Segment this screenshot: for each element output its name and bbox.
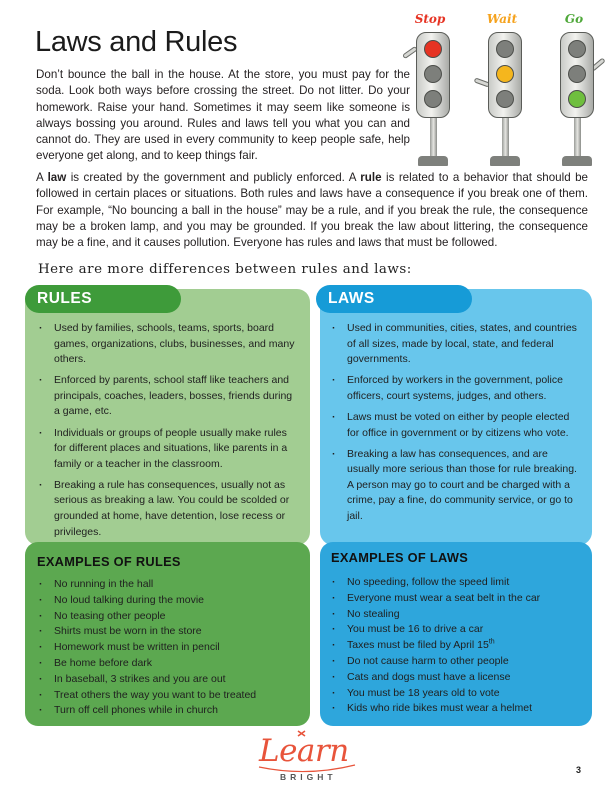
- stop-light-pole: [430, 118, 437, 158]
- go-light: [544, 10, 604, 170]
- green-lamp-icon: [496, 90, 514, 108]
- list-item-text: Taxes must be filed by April 15: [347, 639, 489, 652]
- examples-of-rules-heading: EXAMPLES OF RULES: [37, 554, 181, 569]
- stop-light-body: [416, 32, 450, 118]
- list-item: · Cats and dogs must have a license: [330, 670, 582, 686]
- examples-of-rules-list: [37, 577, 297, 719]
- list-item: · Used in communities, cities, states, and countries of all sizes, made by local, state, and federal governments.: [330, 321, 582, 368]
- red-lamp-icon: [496, 40, 514, 58]
- differences-heading: Here are more differences between rules and laws:: [38, 262, 412, 277]
- go-label: Go: [564, 12, 584, 26]
- yellow-lamp-icon: [496, 65, 514, 83]
- logo-wordmark: Learn: [259, 733, 349, 769]
- list-item: · Turn off cell phones while in church: [37, 703, 297, 719]
- list-item: · No running in the hall: [37, 577, 297, 593]
- list-item: · No teasing other people: [37, 609, 297, 625]
- list-item: · No stealing: [330, 607, 582, 623]
- green-lamp-icon: [424, 90, 442, 108]
- list-item: · No loud talking during the movie: [37, 593, 297, 609]
- traffic-lights-illustration: [400, 10, 605, 170]
- wait-light-base: [490, 156, 520, 166]
- list-item: · In baseball, 3 strikes and you are out: [37, 672, 297, 688]
- wait-light-pole: [502, 118, 509, 158]
- stop-light-base: [418, 156, 448, 166]
- list-item: [330, 638, 582, 654]
- list-item: · Breaking a rule has consequences, usually not as serious as breaking a law. You could be scolded or grounded at home, have detention, lose recess or privileges.: [37, 478, 297, 540]
- green-lamp-icon: [568, 90, 586, 108]
- page-number: 3: [576, 765, 582, 775]
- rules-list: [37, 321, 297, 546]
- text-span: is related to a behavior that should be followed in certain places or situations. Both rules and laws have a consequence if you break one of them. For example, “No bouncing a ball in the house” may be a rule, and if you break the rule, the consequence may be a broken lamp, and you may be grounded. If you break the law about littering, the consequence may be a fine, and it causes pollution. Everyone has rules and laws that must be followed.: [36, 171, 588, 250]
- law-definition-paragraph: [36, 170, 588, 251]
- list-item: · Homework must be written in pencil: [37, 640, 297, 656]
- list-item: · Used by families, schools, teams, sports, board games, organizations, clubs, businesses, and many others.: [37, 321, 297, 368]
- rules-tab: RULES: [25, 285, 181, 313]
- learn-bright-logo: [253, 729, 361, 785]
- text-span: A: [36, 171, 48, 184]
- list-item: · Enforced by parents, school staff like teachers and principals, coaches, leaders, bosses, friends during a game, etc.: [37, 373, 297, 420]
- ordinal-suffix: th: [488, 638, 495, 646]
- list-item: · No speeding, follow the speed limit: [330, 575, 582, 591]
- yellow-lamp-icon: [424, 65, 442, 83]
- intro-paragraph: Don’t bounce the ball in the house. At the store, you must pay for the soda. Look both ways before crossing the street. Do not litter. Do your homework. Raise your hand. Sometimes it may seem like someone is always bossing you around. Rules and laws tell you what you can and cannot do. They are used in every community to keep people safe, help everyone get along, and to keep things fair.: [36, 68, 410, 163]
- wait-light: [472, 10, 532, 170]
- stop-light: [400, 10, 460, 170]
- wait-label: Wait: [486, 12, 518, 26]
- red-lamp-icon: [568, 40, 586, 58]
- stop-label: Stop: [414, 12, 446, 26]
- list-item: · Enforced by workers in the government, police officers, court systems, judges, and others.: [330, 373, 582, 404]
- list-item: · Shirts must be worn in the store: [37, 624, 297, 640]
- examples-of-laws-heading: EXAMPLES OF LAWS: [331, 550, 469, 565]
- laws-tab: LAWS: [316, 285, 472, 313]
- list-item: · Kids who ride bikes must wear a helmet: [330, 701, 582, 717]
- list-item: · Laws must be voted on either by people elected for office in government or by citizens who vote.: [330, 410, 582, 441]
- red-lamp-icon: [424, 40, 442, 58]
- go-light-base: [562, 156, 592, 166]
- list-item: · Everyone must wear a seat belt in the car: [330, 591, 582, 607]
- examples-of-laws-list: [330, 575, 582, 717]
- text-span: is created by the government and publicly enforced. A: [66, 171, 361, 184]
- wait-light-body: [488, 32, 522, 118]
- list-item: · You must be 16 to drive a car: [330, 622, 582, 638]
- list-item: · You must be 18 years old to vote: [330, 686, 582, 702]
- yellow-lamp-icon: [568, 65, 586, 83]
- list-item: · Breaking a law has consequences, and are usually more serious than those for rule breaking. A person may go to court and be charged with a crime, pay a fine, do community service, or go to jail.: [330, 447, 582, 525]
- logo-subtitle: BRIGHT: [280, 772, 337, 782]
- law-term: law: [47, 171, 67, 184]
- rule-term: rule: [360, 171, 382, 184]
- laws-list: [330, 321, 582, 530]
- go-light-body: [560, 32, 594, 118]
- list-item: · Treat others the way you want to be treated: [37, 688, 297, 704]
- go-light-pole: [574, 118, 581, 158]
- list-item: · Individuals or groups of people usually make rules for different places and situations, like parents in a family or a teacher in the classroom.: [37, 426, 297, 473]
- list-item: · Do not cause harm to other people: [330, 654, 582, 670]
- page-title: Laws and Rules: [35, 26, 238, 58]
- list-item: · Be home before dark: [37, 656, 297, 672]
